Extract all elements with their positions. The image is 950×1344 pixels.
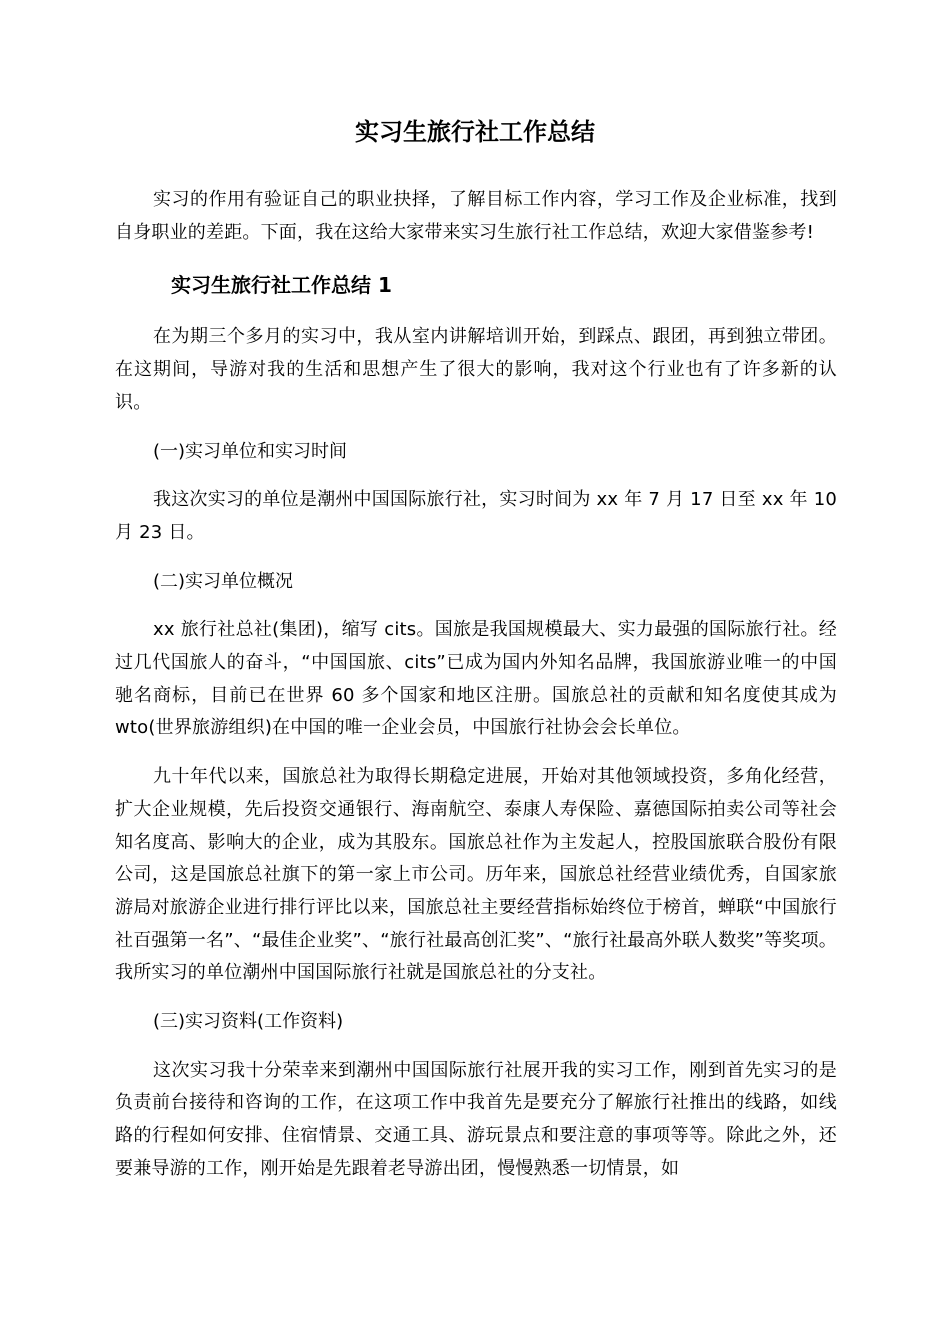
body-paragraph-1: 在为期三个多月的实习中，我从室内讲解培训开始，到踩点、跟团，再到独立带团。在这期间，导游对我的生活和思想产生了很大的影响，我对这个行业也有了许多新的认识。 [115,326,837,413]
subheading-unit-overview: (二)实习单位概况 [153,570,294,592]
body-paragraph-3: xx 旅行社总社(集团)，缩写 cits。国旅是我国规模最大、实力最强的国际旅行社。经过几代国旅人的奋斗，“中国国旅、cits”已成为国内外知名品牌，我国旅游业唯一的中国驰名商标，目前已在世界 60 多个国家和地区注册。国旅总社的贡献和知名度使其成为 wto(世界旅游组织)在中国的唯一企业会员，中国旅行社协会会长单位。 [115,619,837,739]
section-heading: 实习生旅行社工作总结 1 [171,273,392,298]
body-paragraph-4: 九十年代以来，国旅总社为取得长期稳定进展，开始对其他领域投资，多角化经营，扩大企业规模，先后投资交通银行、海南航空、泰康人寿保险、嘉德国际拍卖公司等社会知名度高、影响大的企业，成为其股东。国旅总社作为主发起人，控股国旅联合股份有限公司，这是国旅总社旗下的第一家上市公司。历年来，国旅总社经营业绩优秀，自国家旅游局对旅游企业进行排行评比以来，国旅总社主要经营指标始终位于榜首，蝉联“中国旅行社百强第一名”、“最佳企业奖”、“旅行社最高创汇奖”、“旅行社最高外联人数奖”等奖项。我所实习的单位潮州中国国际旅行社就是国旅总社的分支社。 [115,766,837,984]
document-title: 实习生旅行社工作总结 [355,118,595,146]
subheading-internship-unit-time: (一)实习单位和实习时间 [153,440,348,462]
subheading-internship-content: (三)实习资料(工作资料) [153,1011,344,1033]
intro-paragraph: 实习的作用有验证自己的职业抉择，了解目标工作内容，学习工作及企业标准，找到自身职业的差距。下面，我在这给大家带来实习生旅行社工作总结，欢迎大家借鉴参考! [115,189,837,243]
body-paragraph-2: 我这次实习的单位是潮州中国国际旅行社，实习时间为 xx 年 7 月 17 日至 xx 年 10 月 23 日。 [115,489,837,543]
body-paragraph-5: 这次实习我十分荣幸来到潮州中国国际旅行社展开我的实习工作，刚到首先实习的是负责前台接待和咨询的工作，在这项工作中我首先是要充分了解旅行社推出的线路，如线路的行程如何安排、住宿情景、交通工具、游玩景点和要注意的事项等等。除此之外，还要兼导游的工作，刚开始是先跟着老导游出团，慢慢熟悉一切情景，如 [115,1059,837,1179]
document-body [115,184,837,1202]
